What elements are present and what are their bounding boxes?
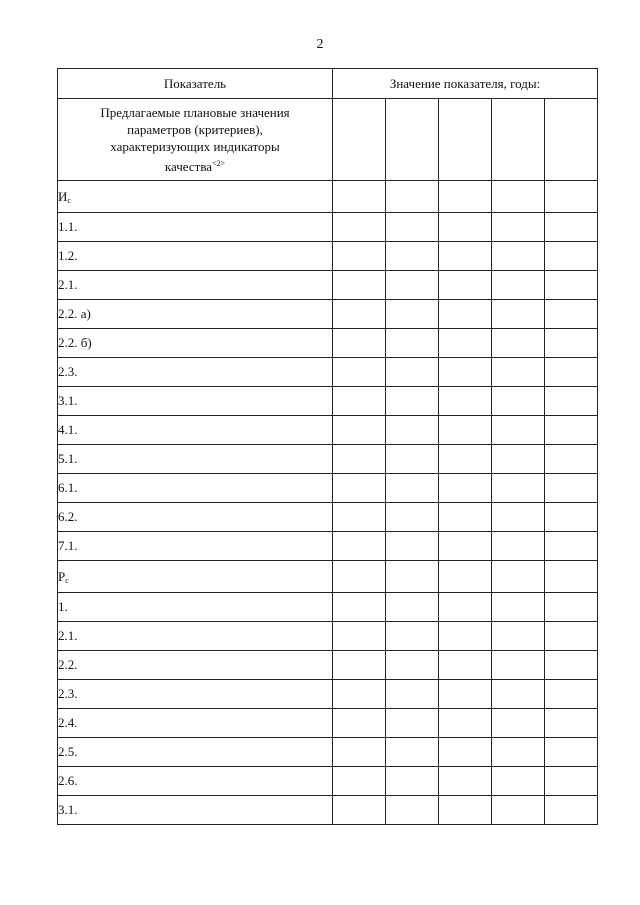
- year-cell: [439, 680, 492, 709]
- year-cell: [545, 358, 598, 387]
- year-cell: [492, 622, 545, 651]
- year-cell: [386, 271, 439, 300]
- table-row: [58, 387, 598, 416]
- year-cell: [333, 387, 386, 416]
- rc-group-rows: [58, 593, 598, 825]
- year-cell: [333, 796, 386, 825]
- year-cell: [386, 561, 439, 593]
- year-cell: [386, 416, 439, 445]
- year-cell: [386, 99, 439, 181]
- year-cell: [545, 767, 598, 796]
- table-row: [58, 532, 598, 561]
- row-label: 6.1.: [58, 474, 333, 503]
- year-cell: [545, 680, 598, 709]
- year-cell: [439, 271, 492, 300]
- year-cell: [545, 532, 598, 561]
- year-cell: [386, 474, 439, 503]
- year-cell: [492, 709, 545, 738]
- row-label: 2.5.: [58, 738, 333, 767]
- table-row: [58, 242, 598, 271]
- table-row: [58, 622, 598, 651]
- row-label: 1.: [58, 593, 333, 622]
- year-cell: [386, 593, 439, 622]
- year-cell: [333, 474, 386, 503]
- row-label: 1.1.: [58, 213, 333, 242]
- year-cell: [386, 738, 439, 767]
- criteria-line: характеризующих индикаторы: [110, 139, 280, 154]
- year-cell: [439, 242, 492, 271]
- table-row: [58, 796, 598, 825]
- table-row: [58, 651, 598, 680]
- year-cell: [333, 271, 386, 300]
- table-row: [58, 767, 598, 796]
- year-cell: [439, 622, 492, 651]
- year-cell: [439, 593, 492, 622]
- table-row: [58, 503, 598, 532]
- row-label: 1.2.: [58, 242, 333, 271]
- year-cell: [545, 387, 598, 416]
- year-cell: [386, 503, 439, 532]
- year-cell: [386, 622, 439, 651]
- year-cell: [333, 532, 386, 561]
- year-cell: [386, 300, 439, 329]
- year-cell: [492, 213, 545, 242]
- year-cell: [333, 358, 386, 387]
- row-label: 2.2. б): [58, 329, 333, 358]
- year-cell: [439, 387, 492, 416]
- year-cell: [333, 445, 386, 474]
- year-cell: [545, 242, 598, 271]
- year-cell: [492, 593, 545, 622]
- table-row: [58, 445, 598, 474]
- year-cell: [439, 532, 492, 561]
- criteria-header-cell: [58, 99, 333, 181]
- year-cell: [386, 242, 439, 271]
- row-label: 2.1.: [58, 271, 333, 300]
- year-cell: [439, 181, 492, 213]
- year-cell: [333, 329, 386, 358]
- row-label: 3.1.: [58, 387, 333, 416]
- row-label: 2.3.: [58, 680, 333, 709]
- year-cell: [492, 532, 545, 561]
- year-cell: [333, 709, 386, 738]
- year-cell: [333, 213, 386, 242]
- table-row: [58, 271, 598, 300]
- year-cell: [386, 445, 439, 474]
- table-row: [58, 416, 598, 445]
- year-cell: [492, 181, 545, 213]
- year-cell: [545, 796, 598, 825]
- year-cell: [492, 738, 545, 767]
- table-row: [58, 474, 598, 503]
- year-cell: [333, 767, 386, 796]
- year-cell: [545, 445, 598, 474]
- year-cell: [333, 503, 386, 532]
- indicator-column-header: Показатель: [58, 69, 333, 99]
- table-row: [58, 738, 598, 767]
- year-cell: [492, 561, 545, 593]
- criteria-header-row: [58, 99, 598, 181]
- year-cell: [545, 416, 598, 445]
- year-cell: [545, 181, 598, 213]
- year-cell: [439, 796, 492, 825]
- year-cell: [545, 503, 598, 532]
- year-cell: [545, 651, 598, 680]
- table-row: [58, 329, 598, 358]
- year-cell: [545, 622, 598, 651]
- year-cell: [386, 651, 439, 680]
- rc-symbol: Р: [58, 568, 66, 584]
- value-column-header: Значение показателя, годы:: [333, 69, 598, 99]
- year-cell: [545, 300, 598, 329]
- year-cell: [386, 767, 439, 796]
- criteria-line: качества: [164, 159, 213, 174]
- year-cell: [439, 416, 492, 445]
- year-cell: [386, 709, 439, 738]
- year-cell: [439, 445, 492, 474]
- year-cell: [333, 593, 386, 622]
- criteria-line: Предлагаемые плановые значения: [100, 105, 290, 120]
- year-cell: [386, 329, 439, 358]
- year-cell: [439, 503, 492, 532]
- row-label: 2.2. а): [58, 300, 333, 329]
- year-cell: [545, 99, 598, 181]
- row-label: 2.3.: [58, 358, 333, 387]
- indicator-table: [57, 68, 598, 825]
- year-cell: [545, 738, 598, 767]
- year-cell: [492, 271, 545, 300]
- year-cell: [333, 622, 386, 651]
- year-cell: [386, 680, 439, 709]
- year-cell: [386, 358, 439, 387]
- year-cell: [439, 651, 492, 680]
- row-label: 2.4.: [58, 709, 333, 738]
- year-cell: [492, 416, 545, 445]
- year-cell: [439, 561, 492, 593]
- year-cell: [545, 474, 598, 503]
- year-cell: [492, 445, 545, 474]
- page-number: 2: [316, 37, 324, 52]
- ic-subscript: с: [67, 195, 71, 205]
- year-cell: [492, 387, 545, 416]
- row-label: 7.1.: [58, 532, 333, 561]
- year-cell: [439, 99, 492, 181]
- year-cell: [333, 242, 386, 271]
- year-cell: [333, 99, 386, 181]
- year-cell: [492, 474, 545, 503]
- year-cell: [386, 181, 439, 213]
- year-cell: [492, 242, 545, 271]
- row-label: 6.2.: [58, 503, 333, 532]
- year-cell: [333, 181, 386, 213]
- year-cell: [545, 593, 598, 622]
- year-cell: [386, 387, 439, 416]
- year-cell: [439, 738, 492, 767]
- year-cell: [492, 503, 545, 532]
- table-row: [58, 593, 598, 622]
- year-cell: [545, 561, 598, 593]
- year-cell: [333, 561, 386, 593]
- rc-group-label: [58, 561, 333, 593]
- rc-group-row: [58, 561, 598, 593]
- ic-symbol: И: [58, 188, 68, 204]
- year-cell: [333, 651, 386, 680]
- table-row: [58, 358, 598, 387]
- rc-subscript: с: [65, 575, 69, 585]
- table-row: [58, 300, 598, 329]
- year-cell: [386, 213, 439, 242]
- table-header-row: [58, 69, 598, 99]
- year-cell: [439, 300, 492, 329]
- year-cell: [545, 271, 598, 300]
- year-cell: [333, 416, 386, 445]
- ic-group-label: [58, 181, 333, 213]
- year-cell: [492, 767, 545, 796]
- year-cell: [386, 532, 439, 561]
- row-label: 2.2.: [58, 651, 333, 680]
- row-label: 2.6.: [58, 767, 333, 796]
- year-cell: [545, 213, 598, 242]
- year-cell: [439, 474, 492, 503]
- row-label: 2.1.: [58, 622, 333, 651]
- row-label: 4.1.: [58, 416, 333, 445]
- year-cell: [439, 767, 492, 796]
- ic-group-rows: [58, 213, 598, 561]
- table-row: [58, 709, 598, 738]
- table-row: [58, 680, 598, 709]
- year-cell: [439, 709, 492, 738]
- row-label: 5.1.: [58, 445, 333, 474]
- year-cell: [439, 213, 492, 242]
- row-label: 3.1.: [58, 796, 333, 825]
- year-cell: [386, 796, 439, 825]
- year-cell: [492, 796, 545, 825]
- criteria-line: параметров (критериев),: [127, 122, 263, 137]
- year-cell: [333, 680, 386, 709]
- table-row: [58, 213, 598, 242]
- year-cell: [545, 709, 598, 738]
- year-cell: [492, 329, 545, 358]
- year-cell: [492, 680, 545, 709]
- year-cell: [492, 358, 545, 387]
- year-cell: [492, 300, 545, 329]
- ic-group-row: [58, 181, 598, 213]
- year-cell: [545, 329, 598, 358]
- year-cell: [439, 329, 492, 358]
- year-cell: [333, 738, 386, 767]
- year-cell: [333, 300, 386, 329]
- year-cell: [492, 99, 545, 181]
- year-cell: [492, 651, 545, 680]
- year-cell: [439, 358, 492, 387]
- footnote-reference: <2>: [212, 159, 226, 168]
